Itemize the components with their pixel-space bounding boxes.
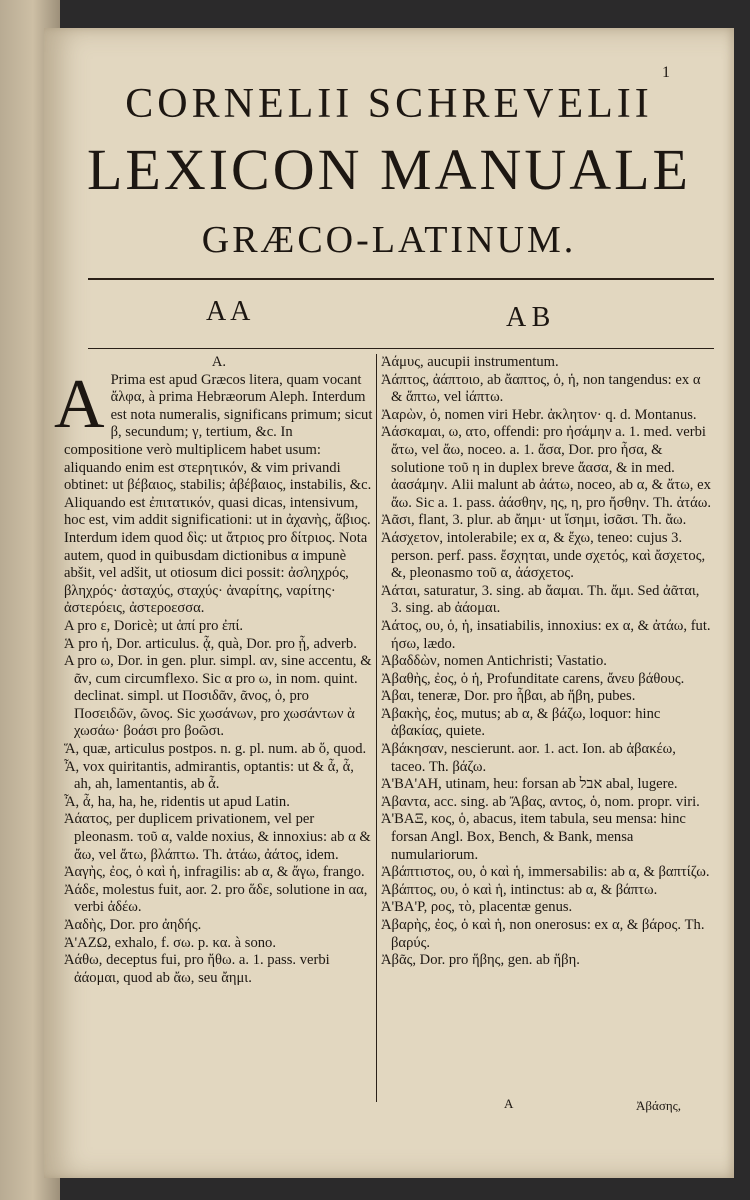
entry: Ἀβάπτος, ου, ὁ καὶ ἡ, intinctus: ab α, & βάπτω.	[381, 881, 658, 898]
entry: Ἀᾶσι, flant, 3. plur. ab ἄημι· ut ἴσημι, ἰσᾶσι. Th. ἄω.	[381, 512, 687, 529]
entry: Ἀ'ΒΑ'ΑΗ, utinam, heu: forsan ab אבל abal, lugere.	[381, 776, 678, 793]
entry: Α pro ε, Doricè; ut ἁπί pro ἐπί.	[64, 617, 244, 634]
entry: Ἀ'ΒΑ'Ρ, ρος, τὸ, placentæ genus.	[381, 899, 573, 916]
entry: Ἀ'ΒΑΞ, κος, ὁ, abacus, item tabula, seu mensa: hinc forsan Angl. Box, Bench, & Bank, mensa numulariorum.	[381, 811, 686, 863]
running-head-right: A B	[506, 302, 551, 333]
section-letter: A.	[211, 354, 227, 370]
entry: Ἀβαθὴς, ἐος, ὁ ἡ, Profunditate carens, ἄνευ βάθους.	[381, 670, 685, 687]
page-subtitle: GRÆCO-LATINUM.	[201, 219, 577, 261]
entry: Ἀ'ΑΖΩ, exhalo, f. σω. p. κα. à sono.	[64, 934, 276, 951]
folio-number: 1	[662, 64, 670, 81]
author-line: CORNELII SCHREVELII	[125, 81, 653, 127]
catchword: Ἀβάσης,	[636, 1098, 682, 1113]
entry: Ἀάμυς, aucupii instrumentum.	[381, 354, 559, 370]
entry: Ἀάσχετον, intolerabile; ex α, & ἔχω, teneo: cujus 3. person. perf. pass. ἔσχηται, unde σχετός, καὶ ἄσχετος, &, pleonasmo τοῦ α, ἀάσχετος.	[381, 529, 706, 582]
entry: Ἀβακὴς, ἐος, mutus; ab α, & βάζω, loquor: hinc ἀβακίας, quiete.	[381, 705, 661, 740]
entry: Ἀάτος, ου, ὁ, ἡ, insatiabilis, innoxius: ex α, & ἀτάω, fut. ήσω, lædo.	[381, 617, 711, 652]
entry: Α pro ω, Dor. in gen. plur. simpl. αν, sine accentu, & ᾶν, cum circumflexo. Sic α pro ω, in nom. quint. declinat. simpl. ut Ποσιδᾶν, ᾶνος, ὁ, pro Ποσειδῶν, ῶνος. Sic χωσάνων, pro χωσάντων ὰ χωσάω· βοάσι pro βοῶσι.	[64, 653, 372, 740]
entry: Ἀαδὴς, Dor. pro ἀηδής.	[64, 917, 202, 933]
entry: Ἀβαρὴς, ἐος, ὁ καὶ ἡ, non onerosus: ex α, & βάρος. Th. βαρύς.	[381, 917, 705, 951]
entry: Ἀβᾶς, Dor. pro ἥβης, gen. ab ἥβη.	[381, 952, 580, 969]
entry: Ἁ pro ἡ, Dor. articulus. ᾇ, quà, Dor. pro ᾗ, adverb.	[64, 635, 357, 652]
entry: Ἀβαντα, acc. sing. ab Ἄβας, αντος, ὁ, nom. propr. viri.	[381, 793, 700, 810]
page-title: LEXICON MANUALE	[87, 137, 691, 202]
entry: Ἀάατος, per duplicem privationem, vel per pleonasm. τοῦ α, valde noxius, & innoxius: ab α & ἄω, vel ἄτω, βλάπτω. Th. ἀτάω, ἀάτος, idem.	[64, 811, 371, 863]
entry: Ἅ, quæ, articulus postpos. n. g. pl. num. ab ὅ, quod.	[64, 741, 367, 758]
column-divider	[376, 354, 377, 1102]
book-page	[44, 28, 734, 1178]
running-head-left: A A	[206, 296, 251, 327]
entry: Ἀαρὼν, ὁ, nomen viri Hebr. ἀκλητον· q. d. Montanus.	[381, 406, 697, 423]
top-rule	[88, 278, 714, 280]
entry: Ἀάθω, deceptus fui, pro ἤθω. a. 1. pass. verbi ἀάομαι, quod ab ἄω, seu ἄημι.	[64, 952, 330, 986]
entry: Ἀάσκαμαι, ω, ατο, offendi: pro ἠσάμην a. 1. med. verbi ἄτω, vel ἄω, noceo. a. 1. ἄσα, Dor. pro ἦσα, & solutione τοῦ η in duplex breve ἄασα, & in med. ἀασάμην. Alii malunt ab ἀάτω, noceo, ab α, & ἄτω, ex ἄω. Sic a. 1. pass. ἀάσθην, ης, η, pro ἤσθην. Th. ἀτάω.	[381, 424, 711, 511]
entry: Ἀάδε, molestus fuit, aor. 2. pro ἅδε, solutione in αα, verbi ἀδέω.	[64, 881, 368, 916]
entry: Ἀάπτος, ἀάπτοιο, ab ἄαπτος, ὁ, ἡ, non tangendus: ex α & ἅπτω, vel ἰάπτω.	[381, 371, 701, 406]
entry: Ἆ, vox quiritantis, admirantis, optantis: ut & ἆ, ἆ, ah, ah, lamentantis, ab ἆ.	[64, 758, 354, 793]
header-rule	[88, 348, 714, 349]
entry: Ἀβάκησαν, nescierunt. aor. 1. act. Ion. ab ἀβακέω, taceo. Th. βάζω.	[381, 741, 676, 775]
signature-mark: A	[504, 1096, 514, 1111]
entry: Ἀάται, saturatur, 3. sing. ab ἄαμαι. Th. ἄμι. Sed ἀᾶται, 3. sing. ab ἀάομαι.	[381, 582, 700, 617]
entry: Ἀβαι, teneræ, Dor. pro ἧβαι, ab ἥβη, pubes.	[381, 688, 636, 705]
entry: Ἀβαδδὼν, nomen Antichristi; Vastatio.	[381, 653, 607, 670]
entry: Ἆ, ἆ, ha, ha, he, ridentis ut apud Latin.	[64, 793, 290, 810]
left-column	[54, 354, 374, 987]
entry: Ἀβάπτιστος, ου, ὁ καὶ ἡ, immersabilis: ab α, & βαπτίζω.	[381, 864, 710, 881]
drop-cap: A	[54, 365, 105, 443]
entry: Ἀαγὴς, ἐος, ὁ καὶ ἡ, infragilis: ab α, & ἄγω, frango.	[64, 864, 365, 881]
entry: Prima est apud Græcos litera, quam vocant ἄλφα, à prima Hebræorum Aleph. Interdum est nota numeralis, significans primum; sicut β, secundum; γ, tertium, &c. In compositione verò multiplicem habet usum: aliquando enim est στερητικόν, & vim privandi obtinet: ut βέβαιος, stabilis; ἀβέβαιος, instabilis, &c. Aliquando est ἐπιτατικόν, quasi dicas, intensivum, hoc est, vim addit significationi: ut in ἀχανὴς, ἄβιος. Interdum idem quod δὶς: ut ἄτριος pro δίτριος. Nota autem, quod in quibusdam dictionibus α impunè abšit, vel adšit, ut otiosum dici possit: ἀσληχρός, βληχρός· ἀσταχύς, σταχύς· ἀναρίτης, ναρίτης· ἀστερόεις, ἀστεροεσσα.	[64, 371, 373, 617]
right-column	[381, 354, 711, 970]
